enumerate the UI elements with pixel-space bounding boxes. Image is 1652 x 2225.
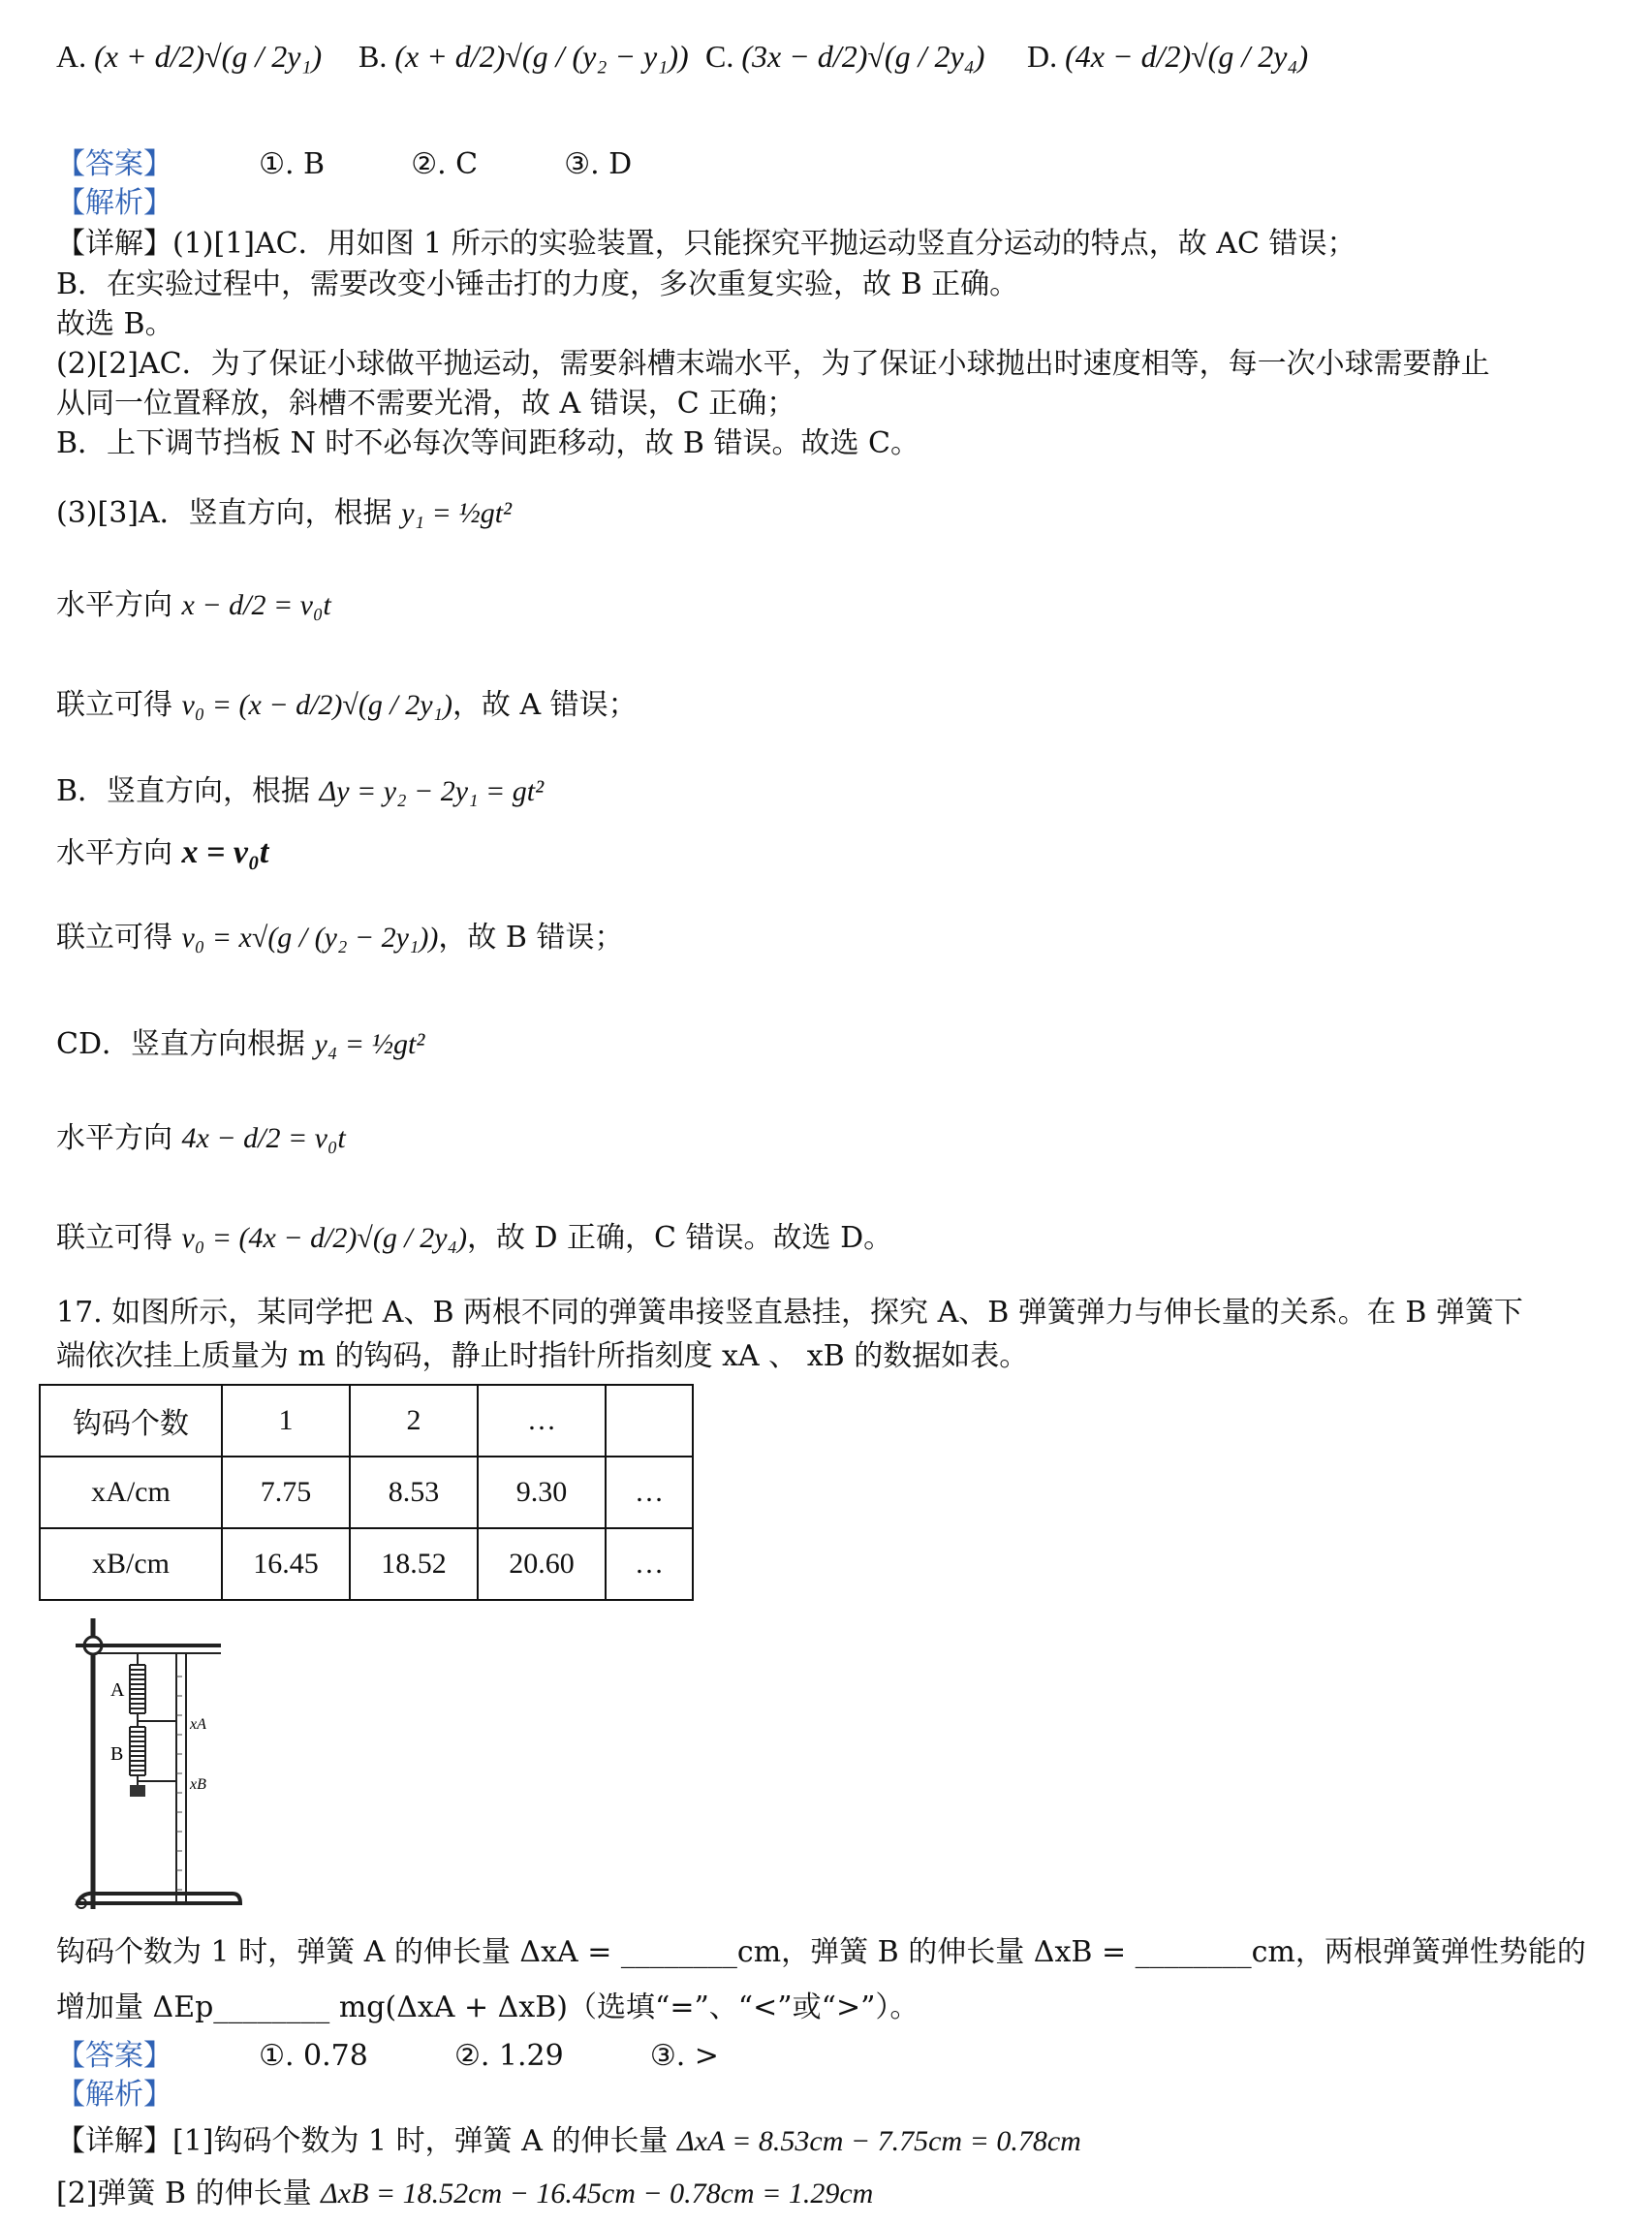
math-line-formula: 4x − d/2 = v₀t — [181, 1122, 346, 1154]
table-cell: 18.52 — [350, 1528, 478, 1600]
spring-apparatus-figure — [56, 1609, 279, 1919]
table-cell: … — [606, 1528, 693, 1600]
math-line-formula: x − d/2 = v₀t — [181, 589, 331, 621]
option-c-expr: (3x − d/2)√(g / 2y₄) — [741, 39, 985, 74]
option-a — [56, 39, 322, 75]
table-row — [40, 1457, 693, 1528]
table-cell — [606, 1385, 693, 1457]
answer-3: ③. D — [564, 147, 633, 181]
q16-math-line — [56, 686, 638, 725]
math-line-text: 联立可得 — [56, 921, 182, 955]
q17-detail-1 — [56, 2122, 1081, 2161]
math-line-formula: v₀ = (x − d/2)√(g / 2y₁) — [181, 689, 452, 721]
label-b: B — [110, 1743, 124, 1765]
q16-line-6: B．上下调节挡板 N 时不必每次等间距移动，故 B 错误。故选 C。 — [56, 426, 920, 460]
table-cell: … — [606, 1457, 693, 1528]
q16-math-line — [56, 772, 544, 811]
q16-line-4: (2)[2]AC．为了保证小球做平抛运动，需要斜槽末端水平，为了保证小球抛出时速度相等，每一次小球需要静止 — [56, 347, 1490, 381]
table-cell: 9.30 — [478, 1457, 606, 1528]
q16-math-line — [56, 833, 268, 873]
math-line-tail: ，故 D 正确，C 错误。故选 D。 — [466, 1221, 893, 1255]
answer-2: ②. C — [411, 147, 479, 181]
math-line-formula: y₁ = ½gt² — [401, 497, 513, 529]
option-d-label: D. — [1027, 39, 1058, 74]
q17-stem-2: 端依次挂上质量为 m 的钩码，静止时指针所指刻度 xA 、 xB 的数据如表。 — [56, 1339, 1029, 1373]
q16-math-line — [56, 1025, 424, 1064]
math-line-formula: v₀ = x√(g / (y₂ − 2y₁)) — [181, 922, 439, 954]
math-line-formula: Δy = y₂ − 2y₁ = gt² — [319, 775, 545, 807]
label-xa: xA — [190, 1716, 206, 1733]
q16-analysis-tag: 【解析】 — [56, 186, 172, 220]
data-table — [39, 1384, 694, 1601]
option-b-label: B. — [358, 39, 388, 74]
option-c — [705, 39, 984, 75]
math-line-text: 水平方向 — [56, 1121, 182, 1155]
option-a-expr: (x + d/2)√(g / 2y₁) — [94, 39, 323, 74]
math-line-tail: ，故 A 错误； — [452, 688, 638, 722]
q16-math-line — [56, 1119, 346, 1158]
answer-1: ①. 0.78 — [259, 2039, 368, 2073]
table-cell: 2 — [350, 1385, 478, 1457]
table-header-row — [40, 1385, 693, 1457]
q16-math-line — [56, 494, 512, 533]
q17-stem-1: 17. 如图所示，某同学把 A、B 两根不同的弹簧串接竖直悬挂，探究 A、B 弹簧弹力与伸长量的关系。在 B 弹簧下 — [56, 1296, 1523, 1330]
q16-math-line — [56, 586, 331, 625]
math-line-text: 水平方向 — [56, 836, 182, 870]
math-line-formula: x = v₀t — [181, 834, 269, 870]
label-a: A — [110, 1679, 125, 1701]
math-line-text: 联立可得 — [56, 688, 182, 722]
q17-question-1: 钩码个数为 1 时，弹簧 A 的伸长量 ΔxA = ________cm，弹簧 B 的伸长量 ΔxB = ________cm，两根弹簧弹性势能的 — [56, 1935, 1586, 1969]
detail-formula: ΔxA = 8.53cm − 7.75cm = 0.78cm — [676, 2125, 1081, 2157]
answer-tag: 【答案】 — [56, 2039, 172, 2073]
math-line-text: 联立可得 — [56, 1221, 182, 1255]
label-xb: xB — [190, 1776, 206, 1793]
q16-line-1: 【详解】(1)[1]AC．用如图 1 所示的实验装置，只能探究平抛运动竖直分运动的特点，故 AC 错误； — [56, 227, 1356, 261]
answer-1: ①. B — [259, 147, 326, 181]
table-cell: 20.60 — [478, 1528, 606, 1600]
table-cell: 7.75 — [222, 1457, 350, 1528]
math-line-text: B．竖直方向，根据 — [56, 774, 320, 808]
q17-analysis-tag: 【解析】 — [56, 2078, 172, 2112]
answer-tag: 【答案】 — [56, 147, 172, 181]
option-b — [358, 39, 689, 75]
option-b-expr: (x + d/2)√(g / (y₂ − y₁)) — [394, 39, 689, 74]
q16-line-2: B．在实验过程中，需要改变小锤击打的力度，多次重复实验，故 B 正确。 — [56, 267, 1019, 301]
table-row — [40, 1528, 693, 1600]
math-line-text: 水平方向 — [56, 588, 182, 622]
table-cell: 16.45 — [222, 1528, 350, 1600]
option-a-label: A. — [56, 39, 87, 74]
math-line-text: CD．竖直方向根据 — [56, 1027, 315, 1061]
detail-text: 【详解】[1]钩码个数为 1 时，弹簧 A 的伸长量 — [56, 2124, 677, 2158]
math-line-formula: y₄ = ½gt² — [314, 1028, 425, 1060]
q16-answer-line — [56, 145, 632, 184]
option-c-label: C. — [705, 39, 734, 74]
table-cell: … — [478, 1385, 606, 1457]
q16-line-3: 故选 B。 — [56, 307, 174, 341]
table-cell: 8.53 — [350, 1457, 478, 1528]
answer-2: ②. 1.29 — [453, 2039, 564, 2073]
q16-math-line — [56, 1219, 892, 1258]
q17-question-2: 增加量 ΔEp________ mg(ΔxA + ΔxB)（选填“=”、“<”或“>”）。 — [56, 1990, 920, 2024]
math-line-formula: v₀ = (4x − d/2)√(g / 2y₄) — [181, 1222, 467, 1254]
math-line-text: (3)[3]A．竖直方向，根据 — [56, 496, 402, 530]
detail-text: [2]弹簧 B 的伸长量 — [56, 2177, 322, 2210]
option-d — [1027, 39, 1308, 75]
table-cell: 1 — [222, 1385, 350, 1457]
q16-line-5: 从同一位置释放，斜槽不需要光滑，故 A 错误，C 正确； — [56, 387, 796, 421]
q16-math-line — [56, 919, 623, 957]
detail-formula: ΔxB = 18.52cm − 16.45cm − 0.78cm = 1.29cm — [321, 2178, 874, 2209]
answer-3: ③. > — [649, 2039, 719, 2073]
q17-answer-line — [56, 2037, 719, 2076]
math-line-tail: ，故 B 错误； — [438, 921, 624, 955]
q17-detail-2 — [56, 2175, 873, 2213]
table-cell: xB/cm — [40, 1528, 222, 1600]
table-cell: xA/cm — [40, 1457, 222, 1528]
option-d-expr: (4x − d/2)√(g / 2y₄) — [1065, 39, 1309, 74]
table-cell: 钩码个数 — [40, 1385, 222, 1457]
